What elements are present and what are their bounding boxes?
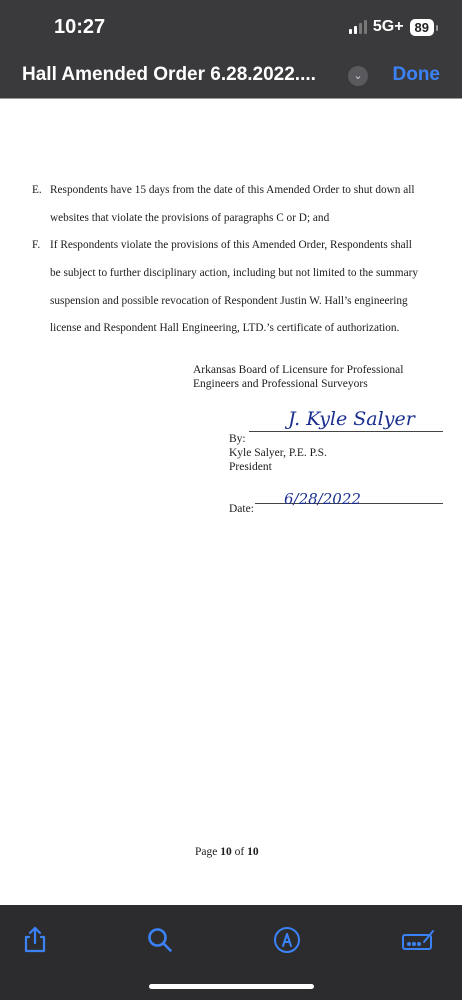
paragraph-line: be subject to further disciplinary action, including but not limited to the summary <box>50 267 419 279</box>
chevron-down-icon[interactable]: ⌄ <box>348 66 368 86</box>
paragraph-letter: E. <box>32 184 42 196</box>
handwritten-date: 6/28/2022 <box>284 490 361 508</box>
status-indicators <box>349 18 434 36</box>
signal-icon <box>349 20 367 34</box>
markup-icon[interactable] <box>272 925 302 955</box>
paragraph-line: If Respondents violate the provisions of this Amended Order, Respondents shall <box>50 239 412 251</box>
page-number: Page 10 of 10 <box>195 846 259 858</box>
signer-title: President <box>229 461 272 473</box>
form-fill-icon[interactable] <box>400 925 436 955</box>
signer-name: Kyle Salyer, P.E. P.S. <box>229 447 327 459</box>
paragraph-line: suspension and possible revocation of Respondent Justin W. Hall’s engineering <box>50 295 408 307</box>
status-time: 10:27 <box>54 16 106 38</box>
signature-line <box>249 431 443 432</box>
paragraph-line: Respondents have 15 days from the date of this Amended Order to shut down all <box>50 184 415 196</box>
date-label: Date: <box>229 503 254 515</box>
home-indicator[interactable] <box>149 984 314 989</box>
top-bar <box>0 0 462 100</box>
board-name-line1: Arkansas Board of Licensure for Professional <box>193 364 404 376</box>
document-page <box>0 110 462 905</box>
signature: J. Kyle Salyer <box>288 408 415 430</box>
share-icon[interactable] <box>20 925 50 955</box>
done-button[interactable]: Done <box>392 64 440 85</box>
search-icon[interactable] <box>145 925 175 955</box>
battery-icon: 89 <box>410 19 434 36</box>
document-title[interactable]: Hall Amended Order 6.28.2022.... <box>22 64 316 85</box>
network-label: 5G+ <box>372 18 404 35</box>
board-name-line2: Engineers and Professional Surveyors <box>193 378 368 390</box>
paragraph-letter: F. <box>32 239 41 251</box>
by-label: By: <box>229 433 246 445</box>
paragraph-line: license and Respondent Hall Engineering, LTD.’s certificate of authorization. <box>50 322 400 334</box>
paragraph-line: websites that violate the provisions of paragraphs C or D; and <box>50 212 330 224</box>
